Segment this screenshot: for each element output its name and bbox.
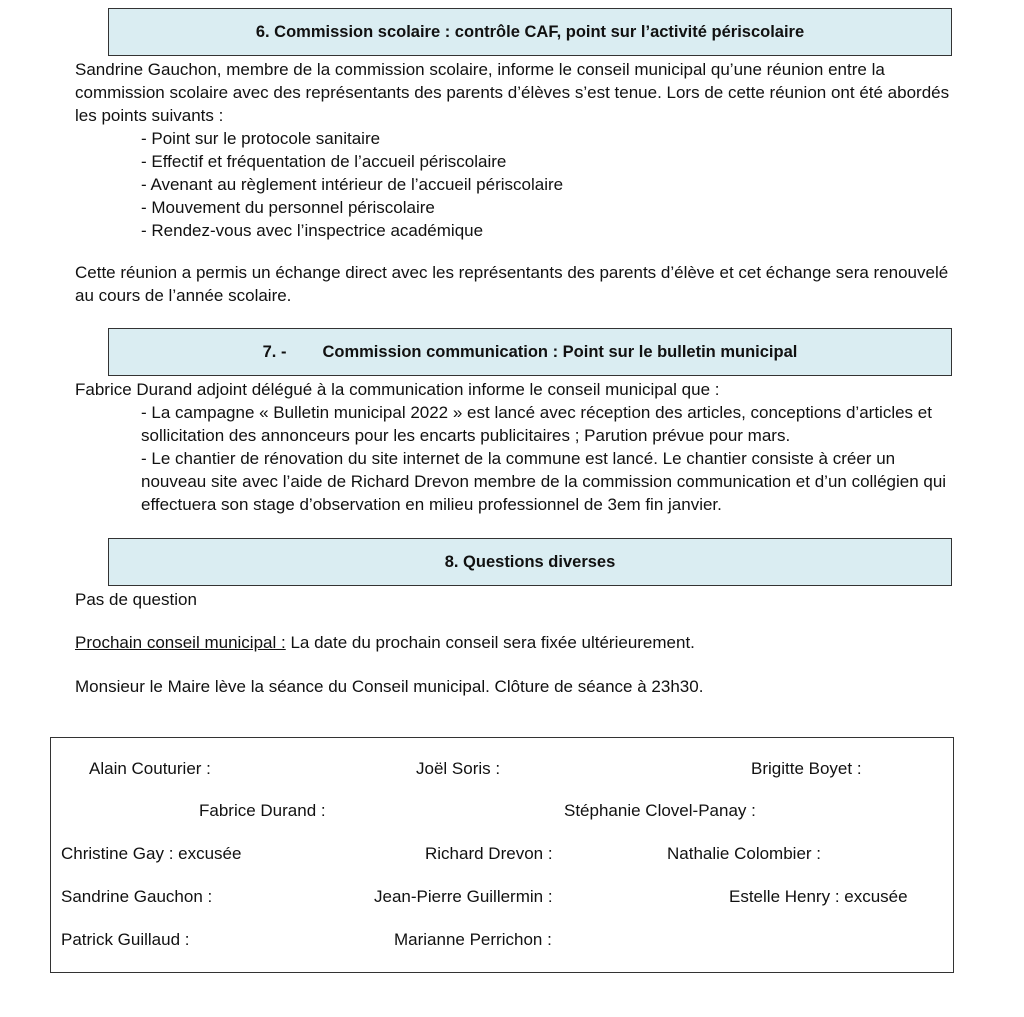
section-8-body — [75, 588, 955, 611]
section-8-title: 8. Questions diverses — [444, 552, 616, 571]
section-6-title: 6. Commission scolaire : contrôle CAF, point sur l’activité périscolaire — [255, 22, 805, 41]
signatures-box — [50, 737, 954, 973]
list-item: - Mouvement du personnel périscolaire — [141, 198, 435, 217]
list-item: - Rendez-vous avec l’inspectrice académique — [141, 221, 484, 240]
section-7-intro: Fabrice Durand adjoint délégué à la communication informe le conseil municipal que : — [75, 380, 720, 399]
signature-guillaud: Patrick Guillaud : — [61, 930, 190, 949]
section-7-title: Commission communication : Point sur le bulletin municipal — [322, 342, 798, 361]
section-7-points — [75, 401, 955, 516]
signature-perrichon: Marianne Perrichon : — [394, 930, 552, 949]
list-item: - Effectif et fréquentation de l’accueil périscolaire — [141, 152, 507, 171]
closing-line — [75, 675, 955, 698]
section-6-body — [75, 58, 955, 242]
section-6-points — [75, 127, 955, 242]
section-6-conclusion-block — [75, 261, 955, 307]
next-council-line — [75, 631, 955, 654]
next-council-label: Prochain conseil municipal : — [75, 633, 286, 652]
list-item: - La campagne « Bulletin municipal 2022 » est lancé avec réception des articles, conceptions d’articles et sollicitation des annonceurs pour les encarts publicitaires ; Parution prévue pour mars. — [141, 403, 932, 445]
signature-colombier: Nathalie Colombier : — [667, 844, 822, 863]
signature-clovel: Stéphanie Clovel-Panay : — [564, 801, 756, 820]
list-item: - Avenant au règlement intérieur de l’accueil périscolaire — [141, 175, 564, 194]
signature-gauchon: Sandrine Gauchon : — [61, 887, 213, 906]
section-7-body — [75, 378, 955, 516]
list-item: - Point sur le protocole sanitaire — [141, 129, 381, 148]
section-7-header — [108, 328, 952, 376]
signature-boyet: Brigitte Boyet : — [751, 759, 862, 778]
list-item: - Le chantier de rénovation du site internet de la commune est lancé. Le chantier consiste à créer un nouveau site avec l’aide de Richard Drevon membre de la commission communication et d’un collégien qui effectuera son stage d’observation en milieu professionnel de 3em fin janvier. — [141, 449, 947, 514]
signature-guillermin: Jean-Pierre Guillermin : — [374, 887, 553, 906]
section-6-intro: Sandrine Gauchon, membre de la commission scolaire, informe le conseil municipal qu’une réunion entre la commission scolaire avec des représentants des parents d’élèves s’est tenue. Lors de cette réunion ont été abordés les points suivants : — [75, 60, 950, 125]
signature-soris: Joël Soris : — [416, 759, 501, 778]
signature-henry: Estelle Henry : excusée — [729, 887, 908, 906]
section-6-conclusion: Cette réunion a permis un échange direct avec les représentants des parents d’élève et cet échange sera renouvelé au cours de l’année scolaire. — [75, 263, 949, 305]
section-8-header — [108, 538, 952, 586]
signature-couturier: Alain Couturier : — [89, 759, 211, 778]
next-council-text: La date du prochain conseil sera fixée ultérieurement. — [285, 633, 695, 652]
section-8-text: Pas de question — [75, 590, 197, 609]
signature-drevon: Richard Drevon : — [425, 844, 553, 863]
signature-gay: Christine Gay : excusée — [61, 844, 242, 863]
section-6-header — [108, 8, 952, 56]
section-7-number: 7. - — [262, 342, 287, 361]
closing-text: Monsieur le Maire lève la séance du Conseil municipal. Clôture de séance à 23h30. — [75, 677, 704, 696]
signature-durand: Fabrice Durand : — [199, 801, 326, 820]
